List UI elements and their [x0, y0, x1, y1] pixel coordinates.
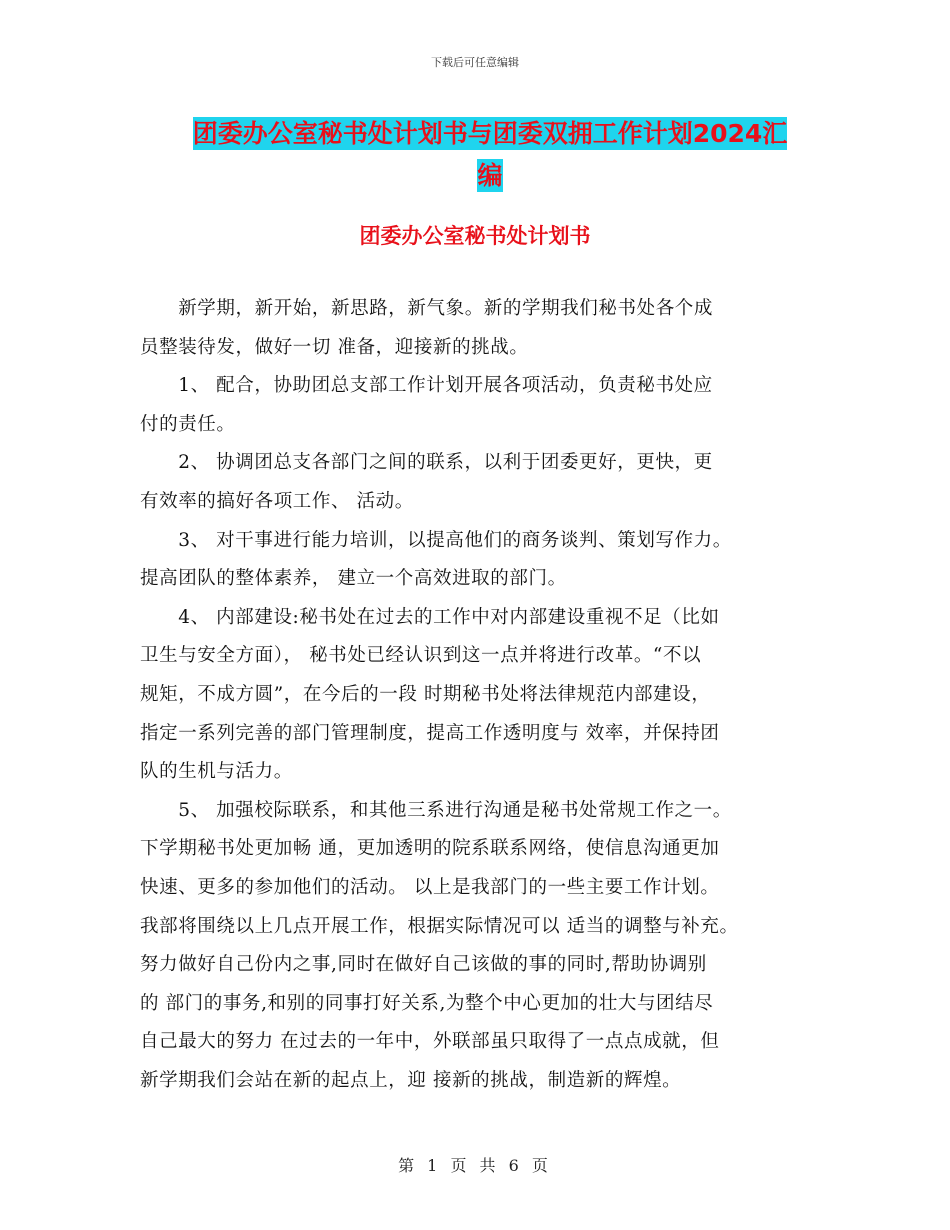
section-title: 团委办公室秘书处计划书: [359, 224, 591, 248]
document-title-line-2: 编: [477, 161, 503, 190]
body-line: 员整装待发，做好一切 准备，迎接新的挑战。: [140, 336, 529, 358]
body-line: 努力做好自己份内之事,同时在做好自己该做的事的同时,帮助协调别: [140, 954, 707, 976]
body-line: 新学期，新开始，新思路，新气象。新的学期我们秘书处各个成: [140, 298, 714, 319]
page-header-note: 下载后可任意编辑: [431, 56, 519, 69]
body-line: 付的责任。: [140, 413, 236, 435]
body-line: 下学期秘书处更加畅 通，更加透明的院系联系网络，使信息沟通更加: [140, 838, 720, 860]
body-line: 4、 内部建设:秘书处在过去的工作中对内部建设重视不足（比如: [140, 606, 720, 628]
body-line: 1、 配合，协助团总支部工作计划开展各项活动，负责秘书处应: [140, 375, 713, 397]
body-line: 2、 协调团总支各部门之间的联系，以利于团委更好，更快，更: [140, 452, 713, 474]
body-line: 卫生与安全方面）， 秘书处已经认识到这一点并将进行改革。“不以: [140, 645, 702, 667]
document-title: [140, 113, 840, 197]
document-title-line-1: 团委办公室秘书处计划书与团委双拥工作计划2024汇: [192, 119, 788, 148]
page-footer: 第 1 页 共 6 页: [398, 1156, 552, 1175]
body-line: 3、 对干事进行能力培训，以提高他们的商务谈判、策划写作力。: [140, 529, 732, 551]
body-line: 的 部门的事务,和别的同事打好关系,为整个中心更加的壮大与团结尽: [140, 992, 714, 1014]
body-line: 队的生机与活力。: [140, 761, 293, 783]
body-line: 我部将围绕以上几点开展工作，根据实际情况可以 适当的调整与补充。: [140, 915, 739, 937]
body-line: 快速、更多的参加他们的活动。 以上是我部门的一些主要工作计划。: [140, 876, 720, 898]
body-line: 提高团队的整体素养， 建立一个高效进取的部门。: [140, 568, 567, 590]
document-body: [140, 290, 830, 1100]
body-line: 新学期我们会站在新的起点上，迎 接新的挑战，制造新的辉煌。: [140, 1069, 682, 1091]
body-line: 规矩，不成方圆”，在今后的一段 时期秘书处将法律规范内部建设，: [140, 683, 711, 705]
body-line: 有效率的搞好各项工作、 活动。: [140, 490, 414, 512]
body-line: 自己最大的努力 在过去的一年中，外联部虽只取得了一点点成就，但: [140, 1031, 720, 1053]
body-line: 指定一系列完善的部门管理制度，提高工作透明度与 效率，并保持团: [140, 722, 720, 744]
body-line: 5、 加强校际联系，和其他三系进行沟通是秘书处常规工作之一。: [140, 799, 732, 821]
